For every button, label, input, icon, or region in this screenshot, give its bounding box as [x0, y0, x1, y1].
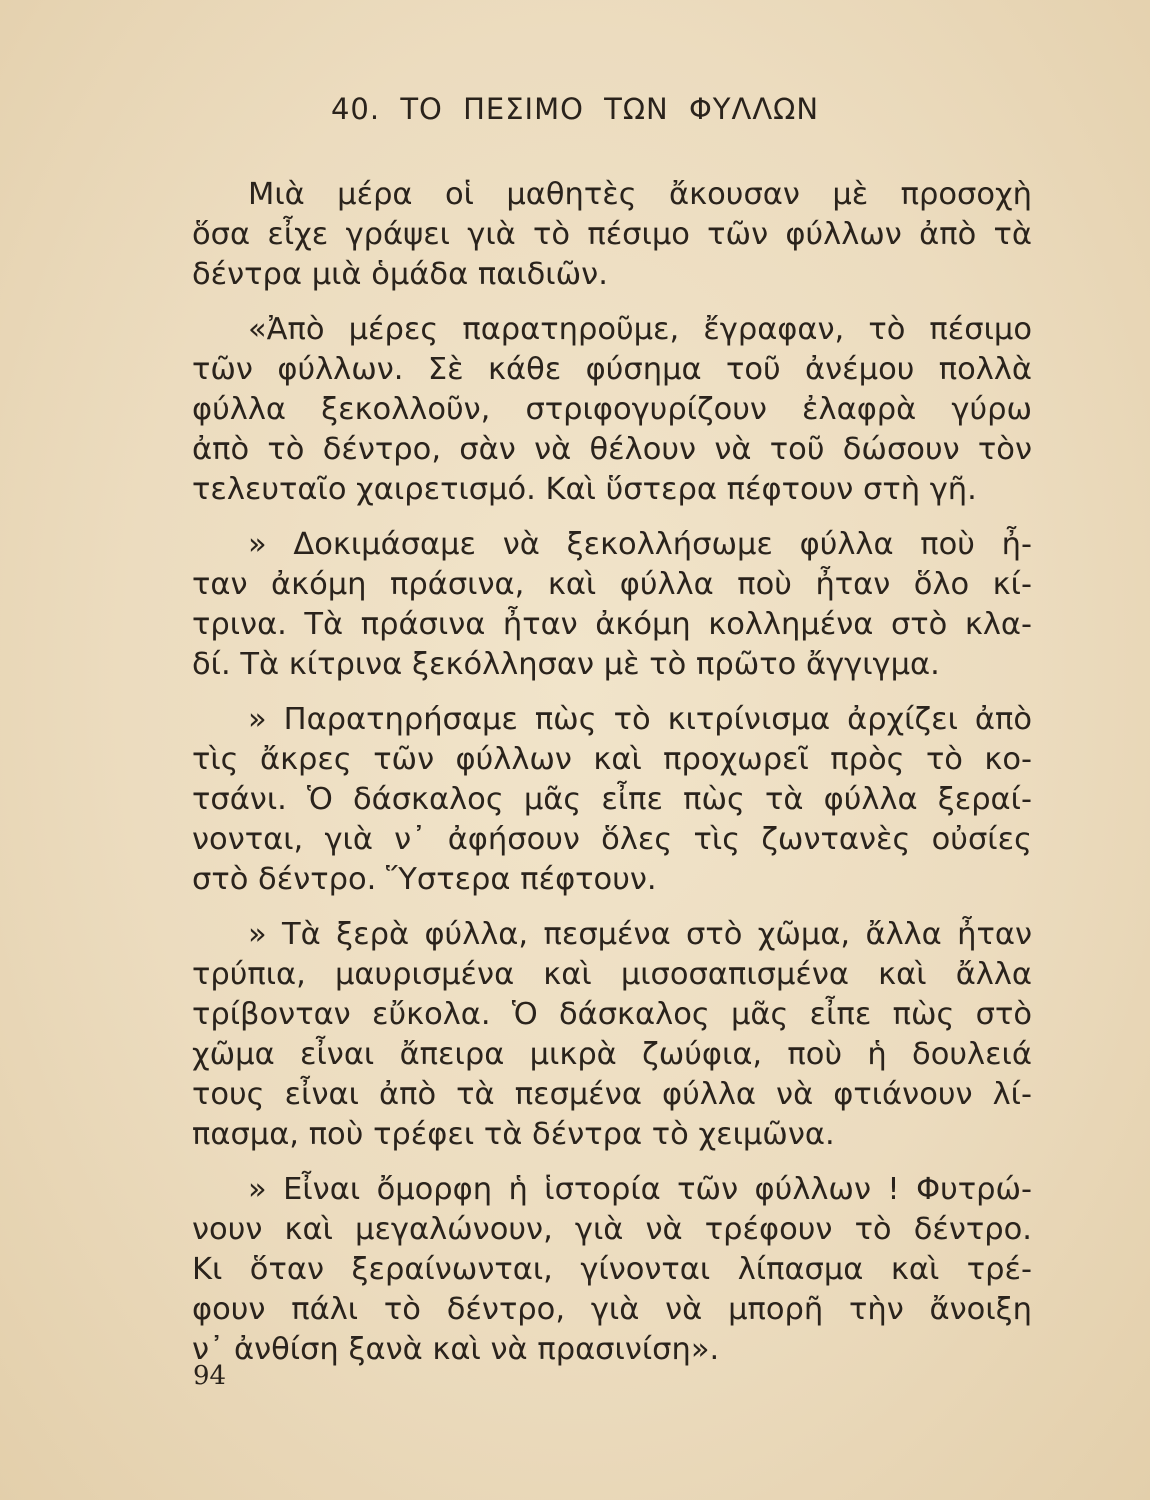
text-line: » Δοκιμάσαμε νὰ ξεκολλήσωμε φύλλα ποὺ ἦ- [248, 527, 1032, 562]
text-line: τρύπια, μαυρισμένα καὶ μισοσαπισμένα καὶ ἄλλα [192, 957, 1032, 992]
text-line: τελευταῖο χαιρετισμό. Καὶ ὕστερα πέφτουν στὴ γῆ. [192, 472, 977, 507]
text-line: » Τὰ ξερὰ φύλλα, πεσμένα στὸ χῶμα, ἄλλα ἦταν [248, 917, 1032, 952]
text-line: πασμα, ποὺ τρέφει τὰ δέντρα τὸ χειμῶνα. [192, 1117, 835, 1152]
text-line: τῶν φύλλων. Σὲ κάθε φύσημα τοῦ ἀνέμου πολλὰ [192, 352, 1032, 387]
text-line: τρίβονταν εὔκολα. Ὁ δάσκαλος μᾶς εἶπε πὼς στὸ [192, 997, 1032, 1032]
text-line: φουν πάλι τὸ δέντρο, γιὰ νὰ μπορῆ τὴν ἄνοιξη [192, 1292, 1032, 1327]
text-line: τρινα. Τὰ πράσινα ἦταν ἀκόμη κολλημένα στὸ κλα- [192, 607, 1032, 642]
text-line: δί. Τὰ κίτρινα ξεκόλλησαν μὲ τὸ πρῶτο ἄγγιγμα. [192, 647, 940, 682]
paragraph [192, 915, 1032, 1155]
text-line: » Παρατηρήσαμε πὼς τὸ κιτρίνισμα ἀρχίζει ἀπὸ [248, 702, 1032, 737]
text-line: ἀπὸ τὸ δέντρο, σὰν νὰ θέλουν νὰ τοῦ δώσουν τὸν [192, 432, 1032, 467]
text-line: χῶμα εἶναι ἄπειρα μικρὰ ζωύφια, ποὺ ἡ δουλειά [192, 1037, 1032, 1072]
paragraph [192, 700, 1032, 900]
text-line: τσάνι. Ὁ δάσκαλος μᾶς εἶπε πὼς τὰ φύλλα ξεραί- [192, 782, 1032, 817]
text-line: φύλλα ξεκολλοῦν, στριφογυρίζουν ἐλαφρὰ γύρω [192, 392, 1032, 427]
text-line: τὶς ἄκρες τῶν φύλλων καὶ προχωρεῖ πρὸς τὸ κο- [192, 742, 1032, 777]
text-line: ταν ἀκόμη πράσινα, καὶ φύλλα ποὺ ἦταν ὅλο κί- [192, 567, 1032, 602]
chapter-heading: 40. ΤΟ ΠΕΣΙΜΟ ΤΩΝ ΦΥΛΛΩΝ [330, 92, 820, 126]
text-line: ὅσα εἶχε γράψει γιὰ τὸ πέσιμο τῶν φύλλων ἀπὸ τὰ [192, 217, 1032, 252]
paragraph [192, 1170, 1032, 1370]
text-line: δέντρα μιὰ ὁμάδα παιδιῶν. [192, 257, 608, 292]
text-line: νονται, γιὰ ν᾿ ἀφήσουν ὅλες τὶς ζωντανὲς οὐσίες [192, 822, 1032, 857]
text-line: Κι ὅταν ξεραίνωνται, γίνονται λίπασμα καὶ τρέ- [192, 1252, 1032, 1287]
text-line: «Ἀπὸ μέρες παρατηροῦμε, ἔγραφαν, τὸ πέσιμο [248, 312, 1032, 347]
text-line: νουν καὶ μεγαλώνουν, γιὰ νὰ τρέφουν τὸ δέντρο. [192, 1212, 1032, 1247]
paragraph [192, 310, 1032, 510]
text-line: τους εἶναι ἀπὸ τὰ πεσμένα φύλλα νὰ φτιάνουν λί- [192, 1077, 1032, 1112]
text-line: Μιὰ μέρα οἱ μαθητὲς ἄκουσαν μὲ προσοχὴ [248, 177, 1032, 212]
chapter-body [192, 175, 1032, 1385]
text-line: στὸ δέντρο. Ὕστερα πέφτουν. [192, 862, 657, 897]
page-number: 94 [193, 1361, 227, 1391]
paragraph [192, 525, 1032, 685]
paragraph [192, 175, 1032, 295]
text-line: ν᾿ ἀνθίση ξανὰ καὶ νὰ πρασινίση». [192, 1332, 720, 1367]
text-line: » Εἶναι ὄμορφη ἡ ἱστορία τῶν φύλλων ! Φυτρώ- [248, 1172, 1032, 1207]
